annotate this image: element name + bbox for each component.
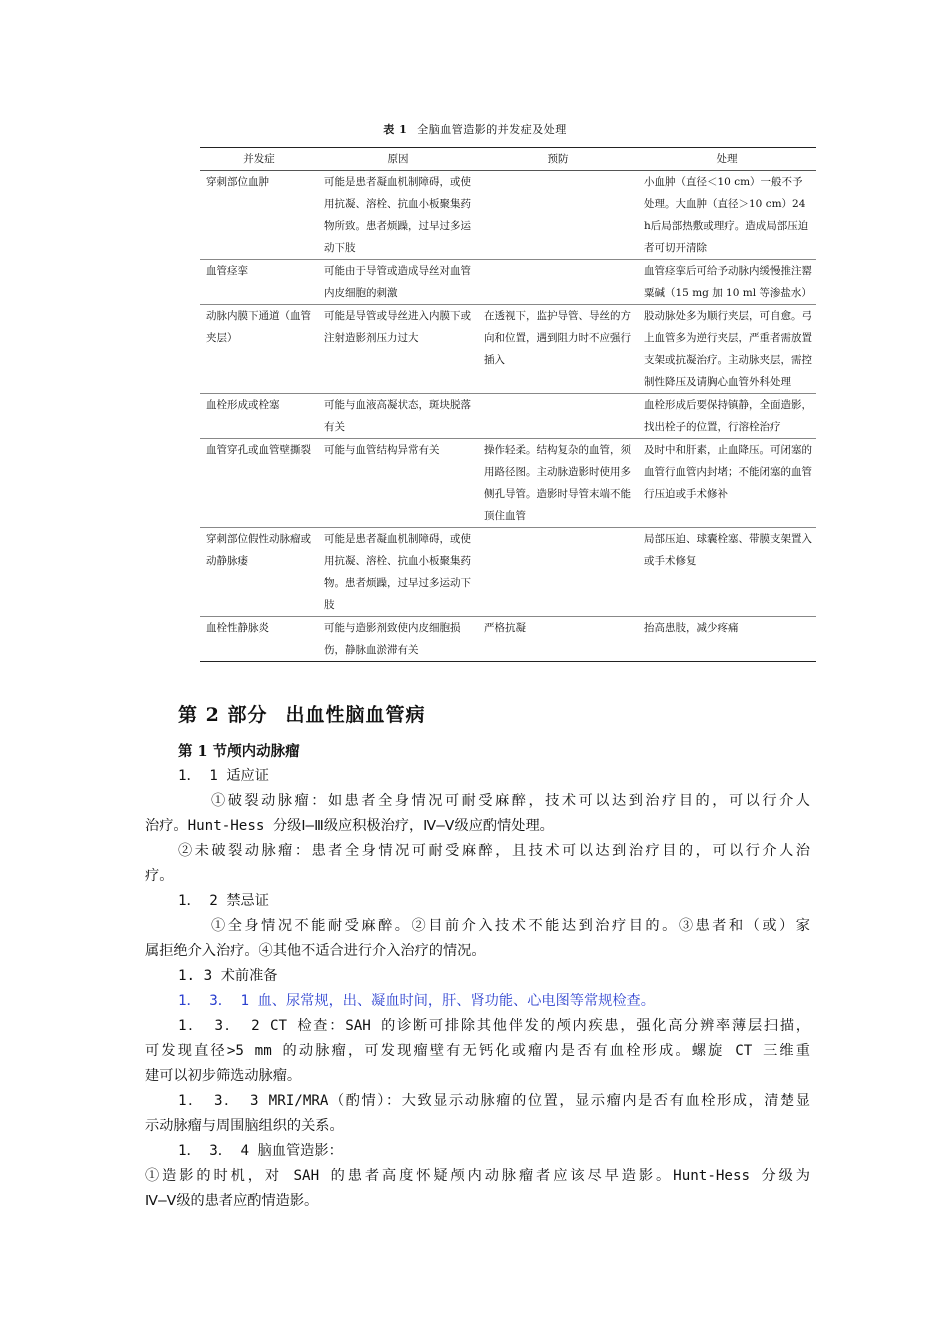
complications-table — [200, 147, 816, 662]
cell-complication: 血栓形成或栓塞 — [200, 394, 318, 439]
cell-cause: 可能是导管或导丝进入内膜下或注射造影剂压力过大 — [318, 305, 478, 394]
subsection-heading: 第 1 节颅内动脉瘤 — [178, 743, 300, 760]
cell-prevention: 操作轻柔。结构复杂的血管，须用路径图。主动脉造影时使用多侧孔导管。造影时导管末端不能顶住血管 — [478, 439, 638, 528]
paragraph-line: ①造影的时机，对 SAH 的患者高度怀疑颅内动脉瘤者应该尽早造影。Hunt-Hess 分级为 — [145, 1168, 810, 1184]
cell-cause: 可能是患者凝血机制障碍，或使用抗凝、溶栓、抗血小板聚集药物所致。患者烦躁，过早过多运动下肢 — [318, 171, 478, 260]
cell-prevention: 在透视下，监护导管、导丝的方向和位置，遇到阻力时不应强行插入 — [478, 305, 638, 394]
paragraph-line: 1． 3． 3 MRI/MRA（酌情）：大致显示动脉瘤的位置，显示瘤内是否有血栓形成，清楚显 — [178, 1093, 810, 1109]
heading-indications: 1． 1 适应证 — [178, 768, 269, 784]
cell-complication: 穿刺部位血肿 — [200, 171, 318, 260]
cell-cause: 可能与血液高凝状态，斑块脱落有关 — [318, 394, 478, 439]
paragraph-line: 疗。 — [145, 868, 174, 884]
table-row — [200, 260, 816, 305]
cell-cause: 可能与造影剂致使内皮细胞损伤，静脉血淤滞有关 — [318, 617, 478, 662]
cell-treatment: 血栓形成后要保持镇静，全面造影，找出栓子的位置，行溶栓治疗 — [638, 394, 816, 439]
table-row — [200, 394, 816, 439]
section-heading — [178, 700, 425, 727]
paragraph-line: 1． 3． 2 CT 检查：SAH 的诊断可排除其他伴发的颅内疾患，强化高分辨率薄层扫描， — [178, 1018, 810, 1034]
cell-prevention — [478, 394, 638, 439]
cell-treatment: 股动脉处多为顺行夹层，可自愈。弓上血管多为逆行夹层，严重者需放置支架或抗凝治疗。主动脉夹层，需控制性降压及请胸心血管外科处理 — [638, 305, 816, 394]
table-row — [200, 528, 816, 617]
table-row — [200, 305, 816, 394]
table-caption — [0, 121, 950, 137]
table-header-row — [200, 148, 816, 171]
heading-preop: 1. 3 术前准备 — [178, 968, 278, 984]
paragraph-line-highlighted: 1． 3． 1 血、尿常规，出、凝血时间，肝、肾功能、心电图等常规检查。 — [178, 993, 655, 1009]
cell-complication: 动脉内膜下通道（血管夹层） — [200, 305, 318, 394]
header-prevention: 预防 — [478, 148, 638, 171]
cell-cause: 可能由于导管或造成导丝对血管内皮细胞的刺激 — [318, 260, 478, 305]
cell-treatment: 局部压迫、球囊栓塞、带膜支架置入或手术修复 — [638, 528, 816, 617]
paragraph-line: Ⅳ—Ⅴ级的患者应酌情造影。 — [145, 1193, 319, 1209]
header-cause: 原因 — [318, 148, 478, 171]
paragraph-line: 可发现直径>5 mm 的动脉瘤，可发现瘤壁有无钙化或瘤内是否有血栓形成。螺旋 CT 三维重 — [145, 1043, 810, 1059]
paragraph-line: ①全身情况不能耐受麻醉。②目前介入技术不能达到治疗目的。③患者和（或）家 — [211, 918, 810, 934]
cell-complication: 血管痉挛 — [200, 260, 318, 305]
paragraph-line: 治疗。Hunt-Hess 分级Ⅰ—Ⅲ级应积极治疗，Ⅳ—Ⅴ级应酌情处理。 — [145, 818, 554, 834]
table-row — [200, 171, 816, 260]
table-row — [200, 617, 816, 662]
header-complication: 并发症 — [200, 148, 318, 171]
cell-treatment: 小血肿（直径＜10 cm）一般不予处理。大血肿（直径＞10 cm）24 h后局部热敷或理疗。造成局部压迫者可切开清除 — [638, 171, 816, 260]
cell-prevention — [478, 528, 638, 617]
heading-angiography: 1． 3． 4 脑血管造影： — [178, 1143, 343, 1159]
cell-complication: 穿刺部位假性动脉瘤或动静脉瘘 — [200, 528, 318, 617]
cell-complication: 血管穿孔或血管壁撕裂 — [200, 439, 318, 528]
table-title: 全脑血管造影的并发症及处理 — [417, 123, 567, 136]
section-part-number: 第 2 部分 — [178, 704, 268, 726]
cell-treatment: 抬高患肢，减少疼痛 — [638, 617, 816, 662]
paragraph-line: ②未破裂动脉瘤：患者全身情况可耐受麻醉，且技术可以达到治疗目的，可以行介人治 — [178, 843, 810, 859]
table-number: 表 1 — [383, 123, 408, 136]
paragraph-line: ①破裂动脉瘤：如患者全身情况可耐受麻醉，技术可以达到治疗目的，可以行介人 — [211, 793, 810, 809]
cell-cause: 可能是患者凝血机制障碍，或使用抗凝、溶栓、抗血小板聚集药物。患者烦躁，过早过多运动下肢 — [318, 528, 478, 617]
paragraph-line: 属拒绝介入治疗。④其他不适合进行介入治疗的情况。 — [145, 943, 486, 959]
cell-prevention — [478, 171, 638, 260]
paragraph-line: 示动脉瘤与周围脑组织的关系。 — [145, 1118, 344, 1134]
header-treatment: 处理 — [638, 148, 816, 171]
cell-treatment: 及时中和肝素，止血降压。可闭塞的血管行血管内封堵；不能闭塞的血管行压迫或手术修补 — [638, 439, 816, 528]
cell-complication: 血栓性静脉炎 — [200, 617, 318, 662]
cell-cause: 可能与血管结构异常有关 — [318, 439, 478, 528]
heading-contraindications: 1． 2 禁忌证 — [178, 893, 269, 909]
cell-treatment: 血管痉挛后可给予动脉内缓慢推注罂粟碱（15 mg 加 10 ml 等渗盐水） — [638, 260, 816, 305]
section-title: 出血性脑血管病 — [285, 704, 426, 726]
paragraph-line: 建可以初步筛选动脉瘤。 — [145, 1068, 302, 1084]
cell-prevention: 严格抗凝 — [478, 617, 638, 662]
cell-prevention — [478, 260, 638, 305]
table-row — [200, 439, 816, 528]
